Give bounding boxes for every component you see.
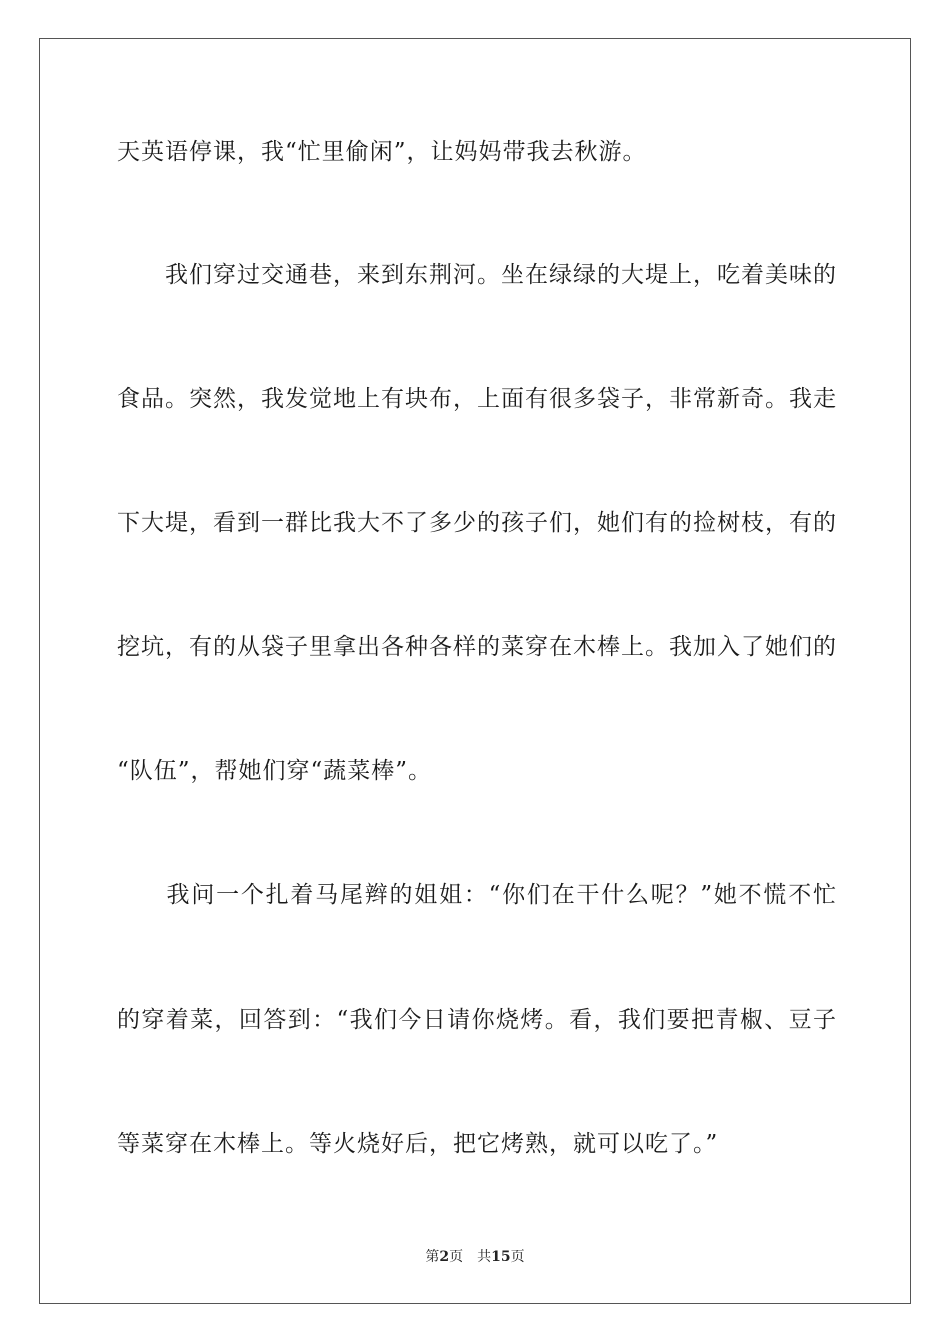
text-line-8: 的穿着菜，回答到：“我们今日请你烧烤。看，我们要把青椒、豆子	[117, 1007, 837, 1033]
text-line-4: 下大堤，看到一群比我大不了多少的孩子们，她们有的捡树枝，有的	[117, 510, 837, 536]
text-line-9: 等菜穿在木棒上。等火烧好后，把它烤熟，就可以吃了。”	[117, 1131, 719, 1157]
text-line-6: “队伍”，帮她们穿“蔬菜棒”。	[117, 758, 433, 784]
text-line-7: 我问一个扎着马尾辫的姐姐：“你们在干什么呢？”她不慌不忙	[117, 882, 837, 908]
total-suffix: 页	[510, 1249, 525, 1265]
text-line-5: 挖坑，有的从袋子里拿出各种各样的菜穿在木棒上。我加入了她们的	[117, 634, 837, 660]
page-border	[39, 38, 911, 1304]
total-prefix: 共	[477, 1249, 492, 1265]
page-number: 2	[439, 1249, 450, 1265]
total-pages: 15	[491, 1249, 511, 1265]
page-suffix: 页	[449, 1249, 464, 1265]
page-prefix: 第	[425, 1249, 440, 1265]
text-line-2: 我们穿过交通巷，来到东荆河。坐在绿绿的大堤上，吃着美味的	[117, 262, 837, 288]
text-line-3: 食品。突然，我发觉地上有块布，上面有很多袋子，非常新奇。我走	[117, 386, 837, 412]
text-line-1: 天英语停课，我“忙里偷闲”，让妈妈带我去秋游。	[117, 139, 647, 165]
page-footer	[0, 1247, 950, 1267]
